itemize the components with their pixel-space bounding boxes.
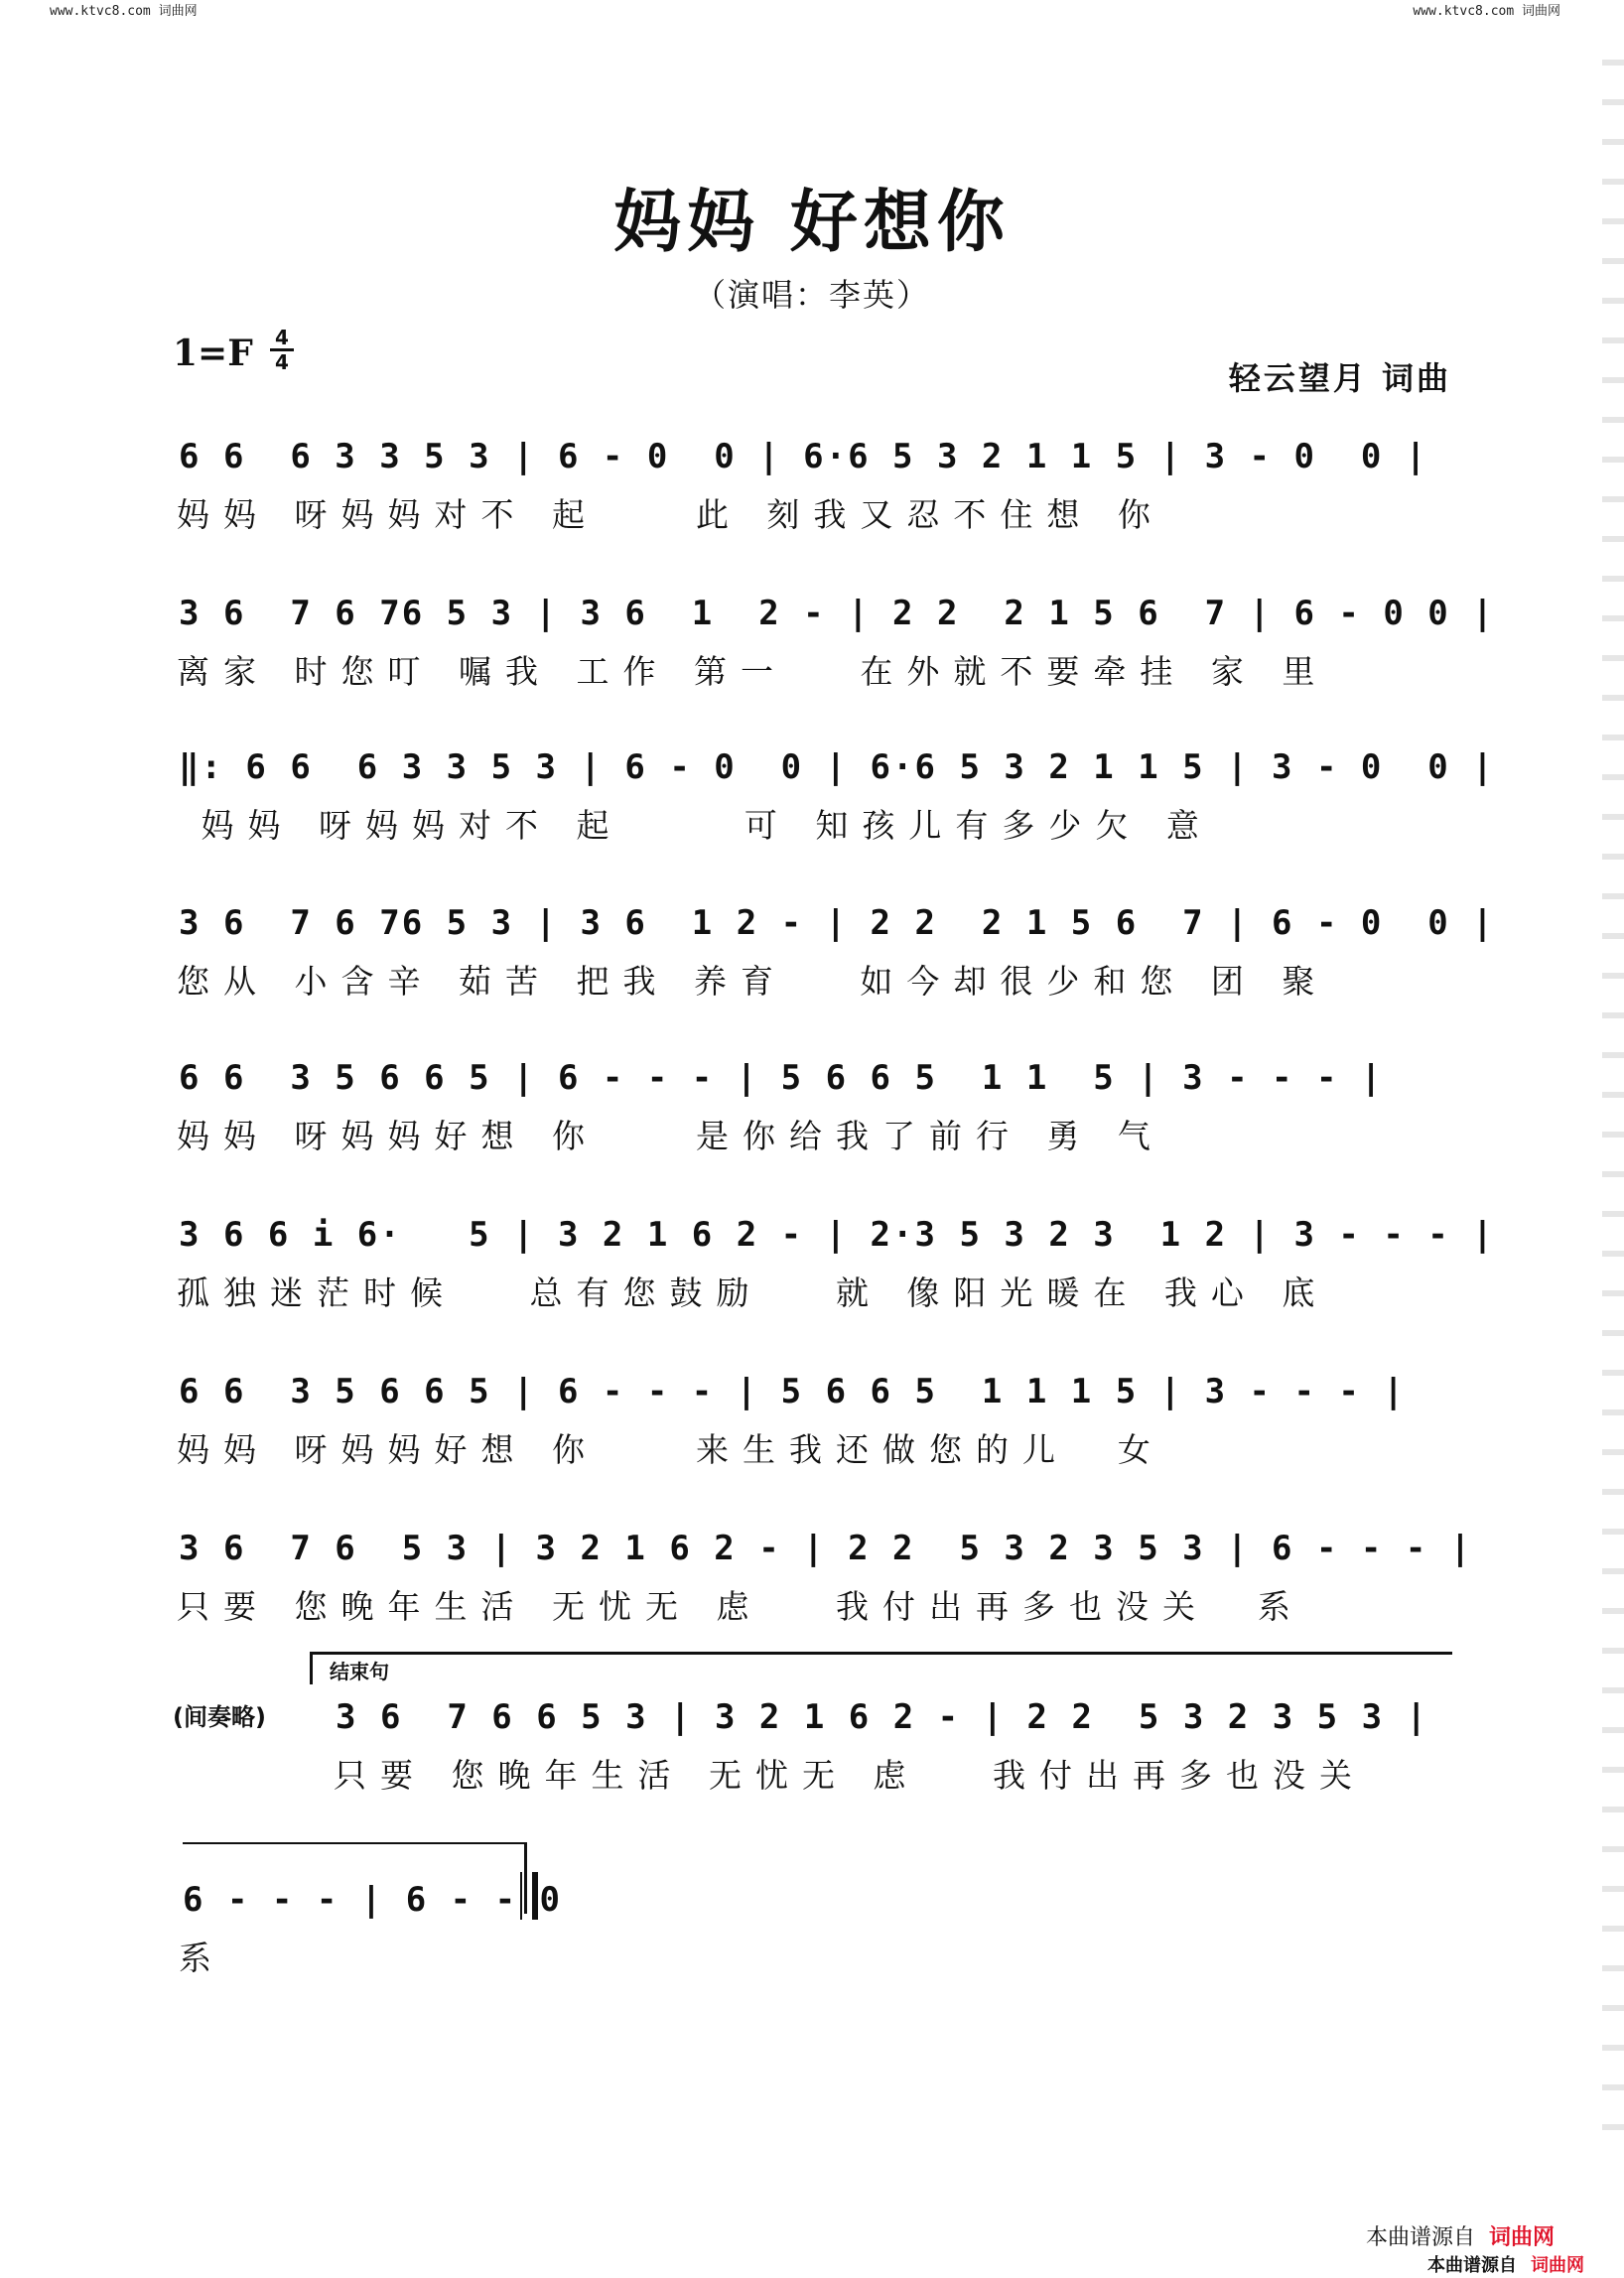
ending-label: 结束句	[330, 1660, 389, 1683]
notation-line: 3 6 7 6 76 5 3 | 3 6 1 2 - | 2 2 2 1 5 6 7 | 6 - 0 0 |	[179, 903, 1495, 943]
footer-credit	[1366, 2220, 1555, 2251]
score-system	[0, 1050, 1624, 1169]
lyrics-line: 妈妈 呀妈妈好想 你 来生我还做您的儿 女	[177, 1430, 1164, 1469]
page-title: 妈妈 好想你	[613, 184, 1011, 262]
lyrics-line: 系	[179, 1939, 225, 1977]
notation-line: ‖: 6 6 6 3 3 5 3 | 6 - 0 0 | 6·6 5 3 2 1 1 5 | 3 - 0 0 |	[179, 747, 1495, 787]
key-signature: 1=F	[173, 333, 253, 374]
lyrics-line: 妈妈 呀妈妈好想 你 是你给我了前行 勇 气	[177, 1117, 1164, 1155]
score-system	[0, 1521, 1624, 1640]
notation-line: 3 6 6 i 6· 5 | 3 2 1 6 2 - | 2·3 5 3 2 3 1 2 | 3 - - - |	[179, 1215, 1495, 1255]
notation-line: 3 6 7 6 6 5 3 | 3 2 1 6 2 - | 2 2 5 3 2 3 5 3 |	[336, 1697, 1429, 1737]
lyrics-line: 离家 时您叮 嘱我 工作 第一 在外就不要牵挂 家 里	[177, 652, 1329, 691]
score-system	[0, 895, 1624, 1014]
score-system	[0, 739, 1624, 859]
lyrics-line: 孤独迷茫时候 总有您鼓励 就 像阳光暖在 我心 底	[177, 1273, 1329, 1312]
score-system	[0, 1364, 1624, 1483]
header-left: www.ktvc8.com 词曲网	[50, 4, 198, 19]
lyrics-line: 只要 您晚年生活 无忧无 虑 我付出再多也没关	[334, 1756, 1366, 1795]
composer-credit: 轻云望月 词曲	[1228, 359, 1451, 397]
score-system	[0, 1207, 1624, 1326]
lyrics-line: 妈妈 呀妈妈对不 起 可 知孩儿有多少欠 意	[177, 806, 1213, 845]
footer-brand-2[interactable]: 词曲网	[1531, 2255, 1584, 2276]
time-signature-top: 4	[275, 326, 289, 349]
header-right: www.ktvc8.com 词曲网	[1413, 4, 1560, 19]
time-signature	[270, 328, 294, 372]
notation-line: 3 6 7 6 76 5 3 | 3 6 1 2 - | 2 2 2 1 5 6 7 | 6 - 0 0 |	[179, 594, 1495, 633]
subtitle: （演唱：李英）	[693, 276, 930, 314]
interlude-label: (间奏略)	[173, 1703, 266, 1731]
notation-line: 3 6 7 6 5 3 | 3 2 1 6 2 - | 2 2 5 3 2 3 5 3 | 6 - - - |	[179, 1529, 1473, 1568]
time-signature-bottom: 4	[275, 350, 289, 374]
score-system	[0, 586, 1624, 705]
footer-brand[interactable]: 词曲网	[1488, 2225, 1555, 2250]
notation-line: 6 6 3 5 6 6 5 | 6 - - - | 5 6 6 5 1 1 5 | 3 - - - |	[179, 1058, 1384, 1098]
lyrics-line: 妈妈 呀妈妈对不 起 此 刻我又忍不住想 你	[177, 495, 1164, 534]
lyrics-line: 只要 您晚年生活 无忧无 虑 我付出再多也没关 系	[177, 1587, 1304, 1626]
footer-text-2: 本曲谱源自	[1427, 2255, 1517, 2276]
lyrics-line: 您从 小含辛 茹苦 把我 养育 如今却很少和您 团 聚	[177, 962, 1329, 1001]
score-system	[0, 1872, 1624, 1991]
notation-line: 6 6 6 3 3 5 3 | 6 - 0 0 | 6·6 5 3 2 1 1 5 | 3 - 0 0 |	[179, 437, 1428, 476]
footer-credit-2	[1427, 2251, 1584, 2277]
score-system	[0, 429, 1624, 548]
final-barline	[520, 1872, 538, 1920]
score-system	[0, 1689, 1624, 1809]
notation-line: 6 - - - | 6 - - 0	[183, 1880, 562, 1920]
notation-line: 6 6 3 5 6 6 5 | 6 - - - | 5 6 6 5 1 1 1 5 | 3 - - - |	[179, 1372, 1406, 1411]
footer-text: 本曲谱源自	[1365, 2225, 1475, 2250]
ending-bracket	[310, 1652, 1452, 1684]
